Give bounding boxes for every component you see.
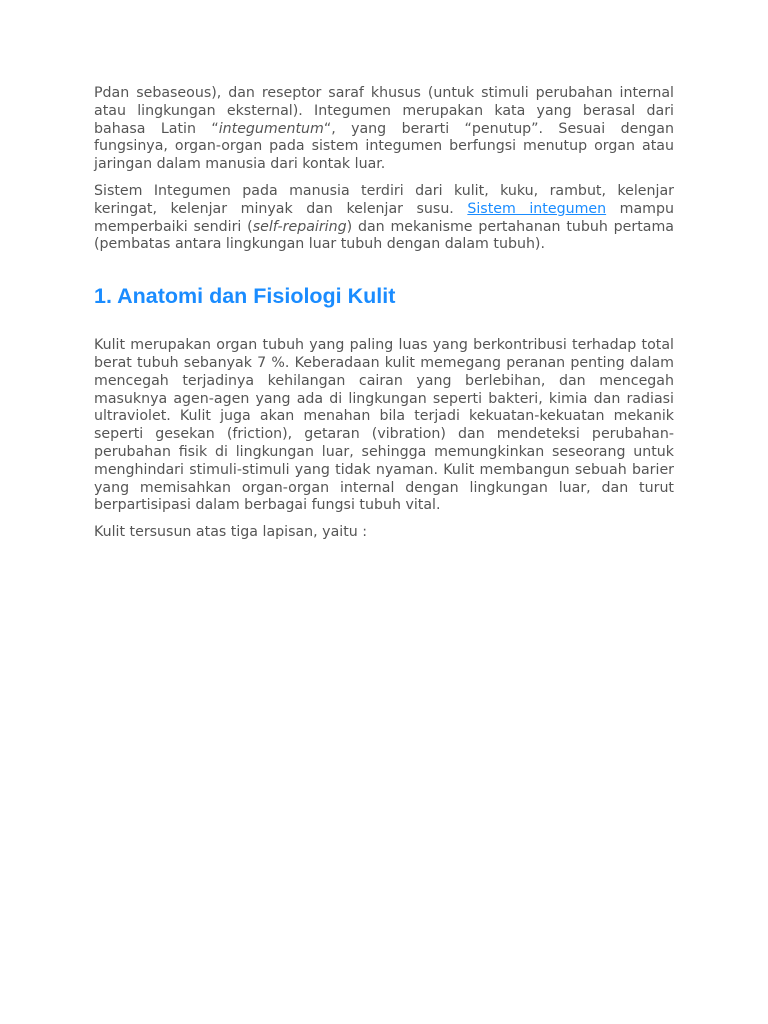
paragraph-integumen-components: [94, 183, 674, 254]
paragraph-text: Pdan sebaseous), dan reseptor saraf khusus (untuk stimuli perubahan internal atau lingkungan eksternal). Integumen merupakan kata yang berasal dari bahasa Latin “: [94, 85, 674, 137]
paragraph-text: Sistem Integumen pada manusia terdiri dari kulit, kuku, rambut, kelenjar keringat, kelenjar minyak dan kelenjar susu.: [94, 182, 674, 217]
paragraph-kulit-layers-intro: Kulit tersusun atas tiga lapisan, yaitu :: [94, 524, 368, 541]
italic-term: integumentum: [218, 120, 324, 137]
paragraph-text: mampu memperbaiki sendiri (: [94, 200, 674, 235]
paragraph-text: “, yang berarti “penutup”. Sesuai dengan fungsinya, organ-organ pada sistem integumen berfungsi menutup organ atau jaringan dalam manusia dari kontak luar.: [94, 120, 674, 173]
sistem-integumen-link[interactable]: Sistem integumen: [467, 200, 607, 217]
section-heading: 1. Anatomi dan Fisiologi Kulit: [94, 284, 396, 309]
paragraph-kulit-description: Kulit merupakan organ tubuh yang paling luas yang berkontribusi terhadap total berat tubuh sebanyak 7 %. Keberadaan kulit memegang peranan penting dalam mencegah terjadinya kehilangan cairan yang berlebihan, dan mencegah masuknya agen-agen yang ada di lingkungan seperti bakteri, kimia dan radiasi ultraviolet. Kulit juga akan menahan bila terjadi kekuatan-kekuatan mekanik seperti gesekan (friction), getaran (vibration) dan mendeteksi perubahan-perubahan fisik di lingkungan luar, sehingga memungkinkan seseorang untuk menghindari stimuli-stimuli yang tidak nyaman. Kulit membangun sebuah barier yang memisahkan organ-organ internal dengan lingkungan luar, dan turut berpartisipasi dalam berbagai fungsi tubuh vital.: [94, 337, 674, 514]
document-page: [94, 85, 674, 551]
paragraph-integumen-definition: [94, 85, 674, 174]
paragraph-text: ) dan mekanisme pertahanan tubuh pertama (pembatas antara lingkungan luar tubuh dengan dalam tubuh).: [94, 218, 675, 253]
italic-term: self-repairing: [252, 218, 347, 235]
